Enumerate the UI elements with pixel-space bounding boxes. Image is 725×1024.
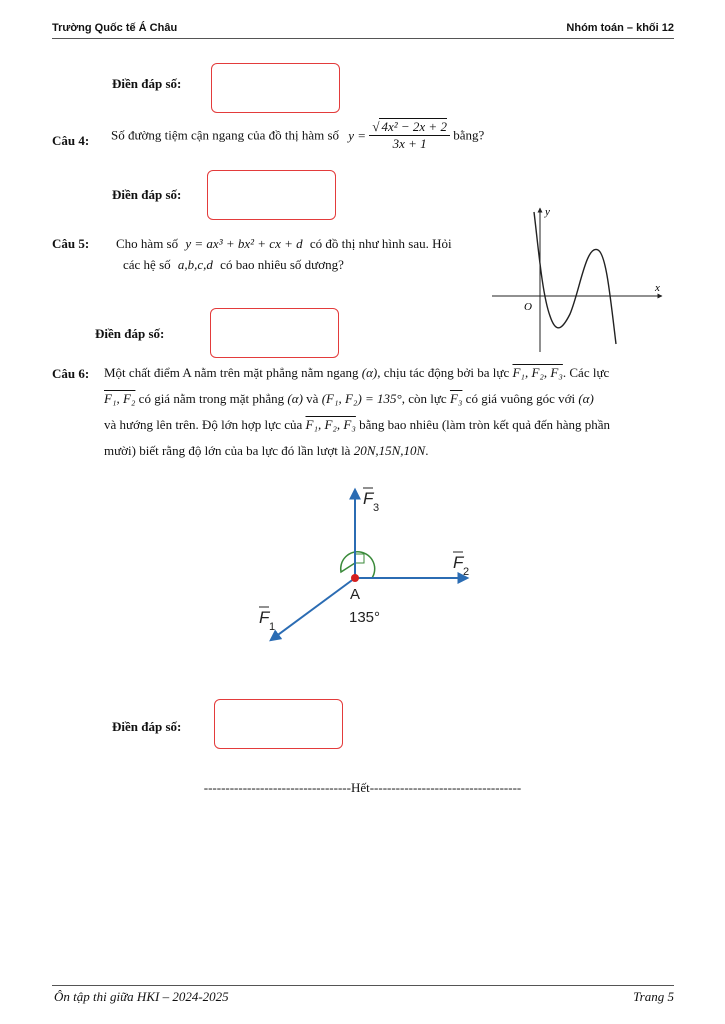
label-angle: 135° (349, 609, 381, 626)
q4-fraction: $\frac{\text{√ 4x² − 2x + 2}}{3x + 1}$ (369, 119, 450, 152)
angle-arc (341, 552, 375, 578)
answer-box[interactable] (211, 63, 340, 113)
right-angle-mark (355, 554, 364, 563)
x-axis-label: x (655, 282, 660, 294)
label-f1: F (259, 608, 270, 627)
page-header (52, 20, 674, 39)
answer-box[interactable] (214, 699, 343, 749)
question-6-label: Câu 6: (52, 366, 90, 381)
page-number: Trang 5 (633, 989, 674, 1004)
answer-label: Điền đáp số: (112, 76, 182, 91)
question-5-line1: Cho hàm số y = ax³ + bx² + cx + d có đồ thị như hình sau. Hỏi (116, 236, 452, 251)
svg-text:3: 3 (373, 502, 380, 514)
force-diagram (255, 480, 485, 650)
end-marker: ----------------------------------Hết----------------------------------- (203, 780, 522, 795)
footer-title: Ôn tập thi giữa HKI – 2024-2025 (54, 989, 229, 1004)
answer-label: Điền đáp số: (95, 326, 165, 341)
cubic-curve (534, 212, 616, 344)
question-5-line2: các hệ số a,b,c,d có bao nhiêu số dương? (123, 257, 344, 272)
group-name: Nhóm toán – khối 12 (566, 22, 674, 34)
cubic-graph (490, 204, 670, 354)
answer-label: Điền đáp số: (112, 187, 182, 202)
answer-label: Điền đáp số: (112, 719, 182, 734)
question-4-label: Câu 4: (52, 133, 90, 148)
answer-box[interactable] (210, 308, 339, 358)
label-point-a: A (350, 586, 361, 603)
vector-f1 (271, 578, 355, 640)
school-name: Trường Quốc tế Á Châu (52, 22, 178, 34)
question-5-label: Câu 5: (52, 236, 90, 251)
origin-label: O (524, 301, 532, 313)
answer-box[interactable] (207, 170, 336, 220)
svg-text:1: 1 (269, 621, 276, 633)
svg-text:2: 2 (463, 566, 470, 578)
page-footer (52, 985, 674, 1006)
y-axis-label: y (545, 206, 550, 218)
question-6-text: Một chất điểm A nằm trên mặt phẳng nằm ngang (α), chịu tác động bởi ba lực F₁, F₂, F₃. Các lực F₁, F₂ có giá nằm trong mặt phẳng (α) và (F₁, F₂) = 135°, còn lực F₃ có giá vuông góc với (α) và hướng lên trên. Độ lớn hợp lực của F₁, F₂, F₃ bằng bao nhiêu (làm tròn kết quả đến hàng phần mười) biết rằng độ lớn của ba lực đó lần lượt là 20N,15N,10N. (104, 365, 611, 458)
point-a (351, 574, 359, 582)
label-f3: F (363, 489, 374, 508)
label-f2: F (453, 553, 464, 572)
question-4-text: Số đường tiệm cận ngang của đồ thị hàm số y = $\frac{\text{√ 4x² − 2x + 2}}{3x + 1}$ bằng? (111, 119, 485, 151)
